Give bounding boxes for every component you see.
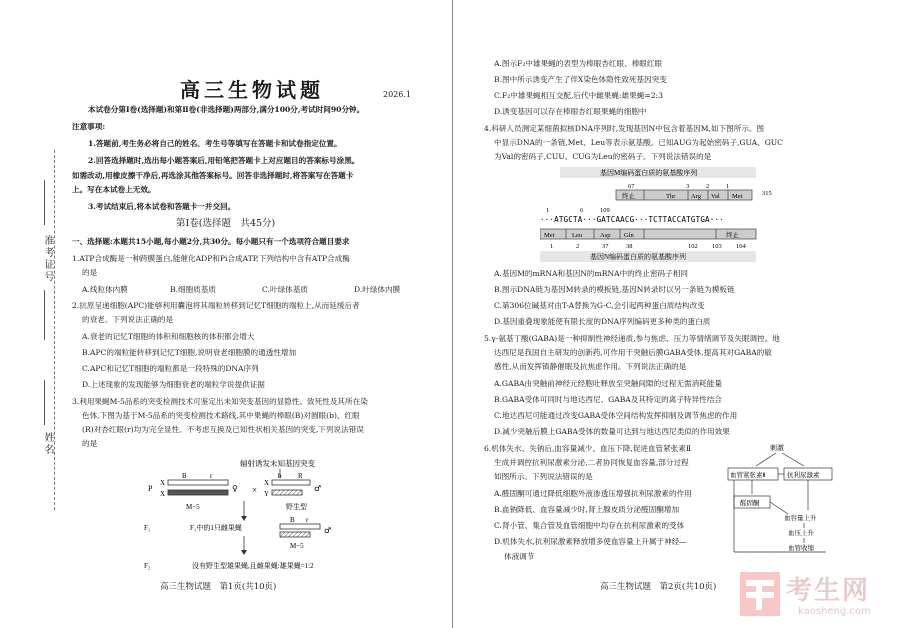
q2-option-c: C.APC和记忆T细胞的端粒都是一段特殊的DNA序列 (82, 364, 259, 373)
q6-vasoconstriction: 血管收缩 (788, 545, 814, 552)
female-symbol: ♀ (232, 484, 238, 493)
q4-line1: 4.科研人员测定某细菌拟核DNA序列时,发现基因N中包含着基因M,如下图所示。图 (484, 124, 765, 133)
q4-top-caption: 基因M编码蛋白质的氨基酸序列 (600, 169, 698, 177)
q3-f1-text: F₁中的1只雌果蝇 (190, 524, 242, 532)
note-2c: 上。写在本试卷上无效。 (72, 185, 156, 194)
bot-num-102: 102 (688, 243, 698, 250)
footer-left: 高三生物试题 第1页(共10页) (160, 582, 277, 592)
q2-option-b: B.APC的端粒能转移到记忆T细胞,说明衰老细胞膜的通透性增加 (82, 348, 297, 357)
q2-option-a: A.衰老的记忆T细胞的体积和细胞核的体积都会增大 (82, 332, 255, 341)
top-cell-arg: Arg (691, 193, 701, 200)
q2-line1: 2.抗原呈递细胞(APC)能够利用囊泡将其端粒转移到记忆T细胞的端粒上,从而延缓后者 (72, 301, 360, 310)
exam-date: 2026.1 (383, 90, 411, 99)
q6-aldosterone: 醛固酮 (740, 500, 760, 507)
q3-f1-b: B (290, 516, 295, 524)
q3-y-wild: Y (264, 490, 270, 498)
q3-x-bot: X (160, 490, 166, 498)
q6-volume: 血容量上升 (784, 515, 817, 522)
bot-num-1: 1 (550, 243, 554, 250)
top-cell-met: Met (732, 193, 743, 200)
q3-f1-label: F₁ (144, 524, 151, 532)
q3-f1-r: r (306, 516, 309, 524)
bot-num-38: 38 (626, 243, 633, 250)
q3-wild-label: 野生型 (286, 503, 307, 511)
binding-line (54, 150, 55, 510)
note-2a: 2.回答选择题时,选出每小题答案后,用铅笔把答题卡上对应题目的答案标号涂黑。 (88, 156, 360, 165)
q3-option-a: A.图示F₂中雄果蝇的表型为棒眼杏红眼、棒眼红眼 (494, 59, 663, 68)
logo-icon (740, 572, 780, 616)
q3-option-d: D.诱变基因可以存在棒眼杏红眼果蝇的细胞中 (494, 107, 647, 116)
q6-option-c: C.肾小管、集合管及血管细胞中均存在抗利尿激素的受体 (494, 521, 685, 530)
note-1: 1.答题前,考生务必将自己的姓名、考生号等填写在答题卡和试卷指定位置。 (88, 139, 342, 148)
q3-gene-b-lower: b (278, 472, 282, 480)
q3-gene-b-upper: B (182, 472, 187, 480)
q3-f1-m5: M−5 (290, 542, 304, 550)
page-title: 高三生物试题 (180, 78, 324, 102)
q4-option-b: B.图示DNA链为基因M转录的模板链,基因N转录时以另一条链为模板链 (494, 285, 735, 294)
q6-line2: 生成并调控抗利尿激素分泌,二者协同恢复血容量,部分过程 (494, 458, 689, 467)
note-2b: 如需改动,用橡皮擦干净后,再选涂其他答案标号。回答非选择题时,将答案写在答题卡 (72, 171, 354, 180)
q4-option-d: D.基因重叠现象能使有限长度的DNA序列编码更多种类的蛋白质 (494, 317, 711, 326)
q5-line2: 达西尼是我国自主研发的创新药,可作用于突触后膜GABA受体,提高其对GABA的敏 (494, 348, 772, 357)
section1-instruction: 一、选择题:本题共15小题,每小题2分,共30分。每小题只有一个选项符合题目要求 (72, 237, 350, 246)
top-cell-thr: Thr (666, 193, 676, 200)
binding-gutter (0, 0, 62, 628)
top-right-num: 315 (762, 190, 772, 197)
q6-adh: 抗利尿激素 (787, 472, 820, 479)
q6-option-a: A.醛固酮可通过降低细胞外液渗透压增强抗利尿激素的作用 (494, 489, 692, 498)
q6-figure (726, 440, 836, 560)
q6-option-d-line1: D.机体失水,抗利尿激素释放增多使血容量上升属于神经— (494, 537, 687, 546)
q4-option-a: A.基因M的mRNA和基因N的mRNA中的终止密码子相同 (494, 269, 688, 278)
q3-line1: 3.利用果蝇M-5品系的突变检测技术可鉴定出未知突变基因的显隐性、致死性及其所在染 (72, 397, 368, 406)
q5-option-d: D.减少突触后膜上GABA受体的数量可达到与地达西尼类似的作用效果 (494, 427, 730, 436)
q3-x-wild: X (264, 479, 270, 487)
name-label: 姓名 (42, 432, 53, 456)
chromosome-x-wild (272, 480, 310, 485)
q1-option-b: B.细胞质基质 (170, 285, 216, 294)
q1-option-a: A.线粒体内膜 (82, 285, 128, 294)
q2-option-d: D.上述现象的发现能够为细胞衰老的端粒学说提供证据 (82, 380, 265, 389)
q3-gene-r-lower: r (210, 472, 213, 480)
chromosome-x2 (168, 490, 228, 495)
q6-option-d-line2: 体液调节 (504, 552, 535, 561)
top-num-67: 67 (628, 183, 635, 190)
q4-bot-caption: 基因N编码蛋白质的氨基酸序列 (590, 253, 687, 261)
q5-option-c: C.地达西尼可能通过改变GABA受体空间结构发挥抑制及调节焦虑的作用 (494, 411, 738, 420)
bot-num-104: 104 (736, 243, 746, 250)
chromosome-f1-x (280, 524, 320, 529)
watermark-brand: 考生网 (786, 576, 871, 606)
chromosome-x1 (168, 480, 228, 485)
dna-sequence: ···ATGCTA···GATCAACG···TCTTACCATGTGA··· (540, 215, 724, 224)
bot-cell-met: Met (544, 232, 555, 239)
q3-caption-top: 辐射诱发未知基因突变 (240, 459, 315, 468)
top-cell-val: Val (711, 193, 720, 200)
mid-num-109: 109 (600, 207, 610, 214)
exam-id-label: 准考证号 (42, 235, 53, 283)
bot-cell-leu: Leu (572, 232, 583, 239)
q1-line2: 的是 (82, 268, 98, 277)
q3-line3: (R)对杏红眼(r)均为完全显性。不考虑互换及已知性状相关基因的突变,下列说法错误 (82, 425, 364, 434)
right-page (450, 0, 900, 628)
top-cell-stop: 终止 (622, 193, 635, 200)
watermark-url: kaosheng.com (798, 606, 871, 617)
top-num-1: 1 (726, 183, 730, 190)
bot-cell-gln: Gln (624, 232, 634, 239)
watermark-logo (740, 562, 900, 628)
q6-bp: 血压上升 (788, 530, 814, 537)
q1-line1: 1.ATP合成酶是一种跨膜蛋白,能催化ADP和Pi合成ATP,下列结构中含有ATP合成酶 (72, 254, 350, 263)
q6-line3: 如图所示。下列说法错误的是 (494, 472, 593, 481)
cross-arrowhead (241, 516, 247, 521)
q6-stimulus: 刺激 (770, 444, 784, 452)
q6-angiotensin: 血管紧张素Ⅱ (730, 472, 766, 479)
q3-option-b: B.图中所示诱变产生了伴X染色体隐性致死基因突变 (494, 75, 667, 84)
exam-id-line (44, 180, 45, 225)
bot-cell-asp: Asp (600, 232, 611, 239)
q3-figure (140, 456, 380, 574)
section1-heading: 第Ⅰ卷(选择题 共45分) (176, 218, 276, 229)
q3-p-label: P (148, 484, 153, 493)
chromosome-f1-y (280, 532, 310, 537)
note-3: 3.考试结束后,将本试卷和答题卡一并交回。 (88, 202, 236, 211)
bot-cell-stop: 终止 (726, 232, 739, 239)
q3-option-c: C.F₂中雄果蝇相互交配,后代中雌果蝇:雄果蝇=2:3 (494, 91, 663, 100)
q4-line2: 中显示DNA的一条链,Met、Leu等表示氨基酸。已知AUG为起始密码子,GUA、GUC (494, 138, 783, 147)
male-symbol-f1: ♂ (324, 526, 332, 535)
notes-heading: 注意事项: (72, 122, 106, 131)
q6-option-b: B.血钠降低、血容量减少时,肾上腺皮质分泌醛固酮增加 (494, 505, 680, 514)
male-symbol-p: ♂ (314, 484, 322, 493)
footer-right: 高三生物试题 第2页(共10页) (600, 582, 717, 592)
q3-f2-label: F₂ (144, 562, 151, 570)
top-num-2: 2 (706, 183, 710, 190)
exam-id-line-2 (44, 290, 45, 340)
q5-option-a: A.GABA由突触前神经元经胞吐释放至突触间隙的过程无需消耗能量 (494, 379, 722, 388)
q2-line2: 的衰老。下列说法正确的是 (82, 315, 174, 324)
q3-line4: 的是 (82, 439, 98, 448)
q3-f2-text: 没有野生型雄果蝇,且雌果蝇:雄果蝇=1:2 (192, 562, 314, 570)
q3-gene-r-upper: R (298, 472, 303, 480)
chromosome-y-wild (272, 490, 302, 495)
f1-arrowhead (241, 550, 247, 555)
cross-symbol: × (252, 485, 258, 495)
bot-num-103: 103 (712, 243, 722, 250)
intro-text: 本试卷分第Ⅰ卷(选择题)和第Ⅱ卷(非选择题)两部分,满分100分,考试时间90分钟。 (88, 105, 365, 114)
bot-num-2: 2 (576, 243, 580, 250)
q4-figure (540, 165, 790, 265)
q1-option-c: C.叶绿体基质 (262, 285, 308, 294)
q3-line2: 色体,下图为基于M-5品系的突变检测技术路线,其中果蝇的棒眼(B)对圆眼(b)、红眼 (82, 411, 360, 420)
q3-m5-label: M−5 (186, 503, 200, 511)
q5-line3: 感性,从而发挥镇静催眠及抗焦虑作用。下列说法正确的是 (494, 362, 687, 371)
q5-line1: 5.γ-氨基丁酸(GABA)是一种抑制性神经递质,参与焦虑、压力等情绪调节及失眠调控。地 (484, 334, 780, 343)
top-num-3: 3 (686, 183, 690, 190)
q6-line1: 6.机体失水、失钠后,血容量减少、血压下降,促进血管紧张素Ⅱ (484, 444, 692, 453)
mid-num-1: 1 (546, 207, 550, 214)
q4-line3: 为Val的密码子,CUU、CUG为Leu的密码子。下列说法错误的是 (494, 152, 712, 161)
q1-option-d: D.叶绿体内膜 (354, 285, 401, 294)
q3-x-top: X (160, 479, 166, 487)
name-line (44, 380, 45, 425)
bot-num-37: 37 (602, 243, 609, 250)
q5-option-b: B.GABA受体可同时与地达西尼、GABA及其特定的离子特异性结合 (494, 395, 722, 404)
mid-num-6: 6 (580, 207, 584, 214)
q4-option-c: C.第306位碱基对由T-A替换为G-C,会引起两种蛋白质结构改变 (494, 301, 705, 310)
